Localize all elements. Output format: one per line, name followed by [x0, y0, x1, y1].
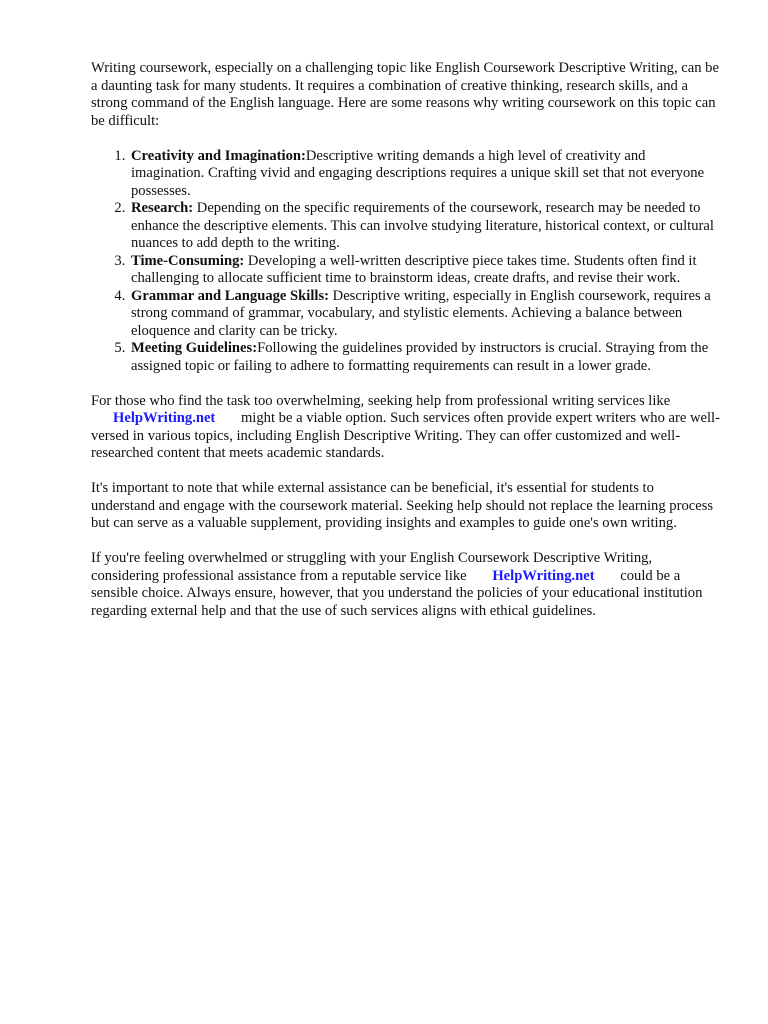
list-item — [129, 288, 721, 341]
list-item-term: Creativity and Imagination: — [131, 147, 306, 164]
list-item-text: Following the guidelines provided by instructors is crucial. Straying from the assigned topic or failing to adhere to formatting requirements can result in a lower grade. — [131, 340, 709, 374]
note-paragraph: It's important to note that while external assistance can be beneficial, it's essential for students to understand and engage with the coursework material. Seeking help should not replace the learning process but can serve as a valuable supplement, providing insights and examples to guide one's own writing. — [91, 480, 714, 531]
reasons-list — [91, 148, 721, 376]
list-item-term: Research: — [131, 200, 194, 216]
list-item-term: Grammar and Language Skills: — [131, 287, 329, 304]
conclusion-text-before: If you're feeling overwhelmed or struggling with your English Coursework Descriptive Writing, considering professional assistance from a reputable service like — [91, 550, 653, 584]
list-item — [129, 340, 721, 375]
list-item-term: Meeting Guidelines: — [131, 340, 258, 356]
list-item-text: Descriptive writing demands a high level of creativity and imagination. Crafting vivid and engaging descriptions requires a unique skill set that not everyone possesses. — [131, 147, 705, 199]
list-item — [129, 200, 721, 253]
list-item-text: Descriptive writing, especially in English coursework, requires a strong command of grammar, vocabulary, and stylistic elements. Achieving a balance between eloquence and clarity can be tricky. — [131, 287, 711, 339]
conclusion-paragraph — [91, 550, 721, 620]
list-item — [129, 253, 721, 288]
conclusion-text-after: could be a sensible choice. Always ensure, however, that you understand the policies of your educational institution regarding external help and that the use of such services aligns with ethical guidelines. — [91, 567, 703, 619]
document-body — [91, 60, 721, 620]
services-text-after: might be a viable option. Such services often provide expert writers who are well-versed in various topics, including English Descriptive Writing. They can offer customized and well-researched content that meets academic standards. — [91, 410, 720, 461]
services-paragraph — [91, 393, 721, 463]
services-text-before: For those who find the task too overwhelming, seeking help from professional writing services like — [91, 392, 671, 409]
list-item-text: Developing a well-written descriptive piece takes time. Students often find it challenging to allocate sufficient time to brainstorm ideas, create drafts, and revise their work. — [131, 252, 697, 286]
helpwriting-link[interactable]: HelpWriting.net — [492, 567, 595, 584]
list-item-text: Depending on the specific requirements of the coursework, research may be needed to enhance the descriptive elements. This can involve studying literature, historical context, or cultural nuances to add depth to the writing. — [131, 200, 714, 251]
list-item-term: Time-Consuming: — [131, 252, 245, 269]
intro-paragraph: Writing coursework, especially on a challenging topic like English Coursework Descriptive Writing, can be a daunting task for many students. It requires a combination of creative thinking, research skills, and a strong command of the English language. Here are some reasons why writing coursework on this topic can be difficult: — [91, 60, 719, 129]
helpwriting-link[interactable]: HelpWriting.net — [113, 410, 216, 426]
list-item — [129, 148, 721, 201]
